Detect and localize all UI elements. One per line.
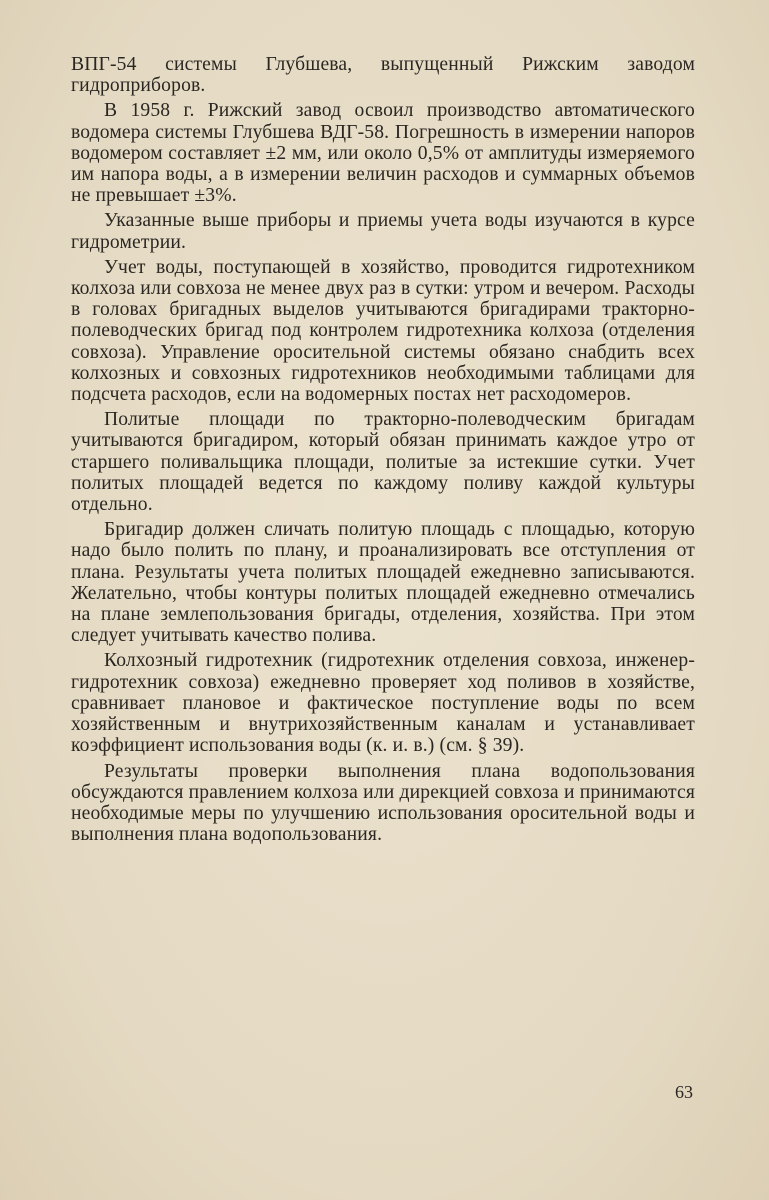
paragraph-results: Результаты проверки выполнения плана водопользования обсуждаются правлением колхоза или дирекцией совхоза и принимаются необходимые меры по улучшению использования оросительной воды и выполнения плана водопользования. bbox=[71, 760, 695, 846]
paragraph-vdg58: В 1958 г. Рижский завод освоил производство автоматического водомера системы Глубшева ВДГ-58. Погрешность в измерении напоров водомером составляет ±2 мм, или около 0,5% от амплитуды измеряемого им напора воды, а в измерении величин расходов и суммарных объемов не превышает ±3%. bbox=[71, 100, 695, 207]
paragraph-hydrotechnician: Колхозный гидротехник (гидротехник отделения совхоза, инженер-гидротехник совхоза) ежедневно проверяет ход поливов в хозяйстве, сравнивает плановое и фактическое поступление воды по всем хозяйственным и внутрихозяйственным каналам и устанавливает коэффициент использования воды (к. и. в.) (см. § 39). bbox=[71, 650, 695, 757]
paragraph-water-accounting: Учет воды, поступающей в хозяйство, проводится гидротехником колхоза или совхоза не менее двух раз в сутки: утром и вечером. Расходы в головах бригадных выделов учитываются бригадирами тракторно-полеводческих бригад под контролем гидротехника колхоза (отделения совхоза). Управление оросительной системы обязано снабдить всех колхозных и совхозных гидротехников необходимыми таблицами для подсчета расходов, если на водомерных постах нет расходомеров. bbox=[71, 256, 695, 406]
paragraph-continuation: ВПГ-54 системы Глубшева, выпущенный Рижским заводом гидроприборов. bbox=[71, 54, 695, 97]
paragraph-irrigated-areas: Политые площади по тракторно-полеводческим бригадам учитываются бригадиром, который обязан принимать каждое утро от старшего поливальщика площади, политые за истекшие сутки. Учет политых площадей ведется по каждому поливу каждой культуры отдельно. bbox=[71, 409, 695, 516]
paragraph-hydrometry: Указанные выше приборы и приемы учета воды изучаются в курсе гидрометрии. bbox=[71, 210, 695, 253]
page-body bbox=[71, 54, 695, 845]
paragraph-brigadier: Бригадир должен сличать политую площадь с площадью, которую надо было полить по плану, и проанализировать все отступления от плана. Результаты учета политых площадей ежедневно записываются. Желательно, чтобы контуры политых площадей ежедневно отмечались на плане землепользования бригады, отделения, хозяйства. При этом следует учитывать качество полива. bbox=[71, 519, 695, 647]
page-number: 63 bbox=[675, 1082, 693, 1102]
